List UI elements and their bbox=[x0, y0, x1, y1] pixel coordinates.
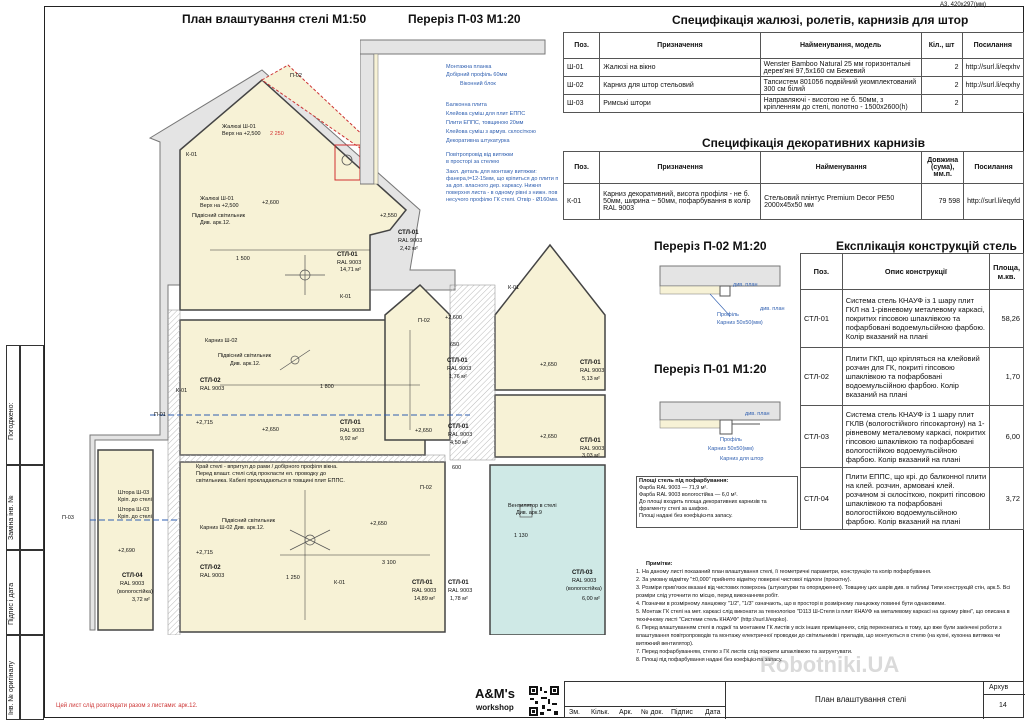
section-mark-p02-a: П-02 bbox=[290, 73, 302, 79]
stamp-sheet-number: 14 bbox=[999, 702, 1007, 709]
table-cell: Карниз декоративний, висота профіля - не б. 50мм, ширина ~ 50мм, пофарбування в колір RAL 9003 bbox=[600, 184, 761, 220]
paint-area-line: Фарба RAL 9003 вологостійка — 6,0 м². bbox=[639, 492, 738, 498]
stl01-g-label: СТЛ-01 bbox=[580, 438, 601, 444]
stamp-col: Арк. bbox=[619, 709, 633, 716]
stl01-c-ral: RAL 9003 bbox=[340, 428, 365, 434]
height-2650-b: +2,650 bbox=[415, 428, 432, 434]
p01-label-curtain: Карниз для штор bbox=[720, 456, 764, 462]
stl02-b-label: СТЛ-02 bbox=[200, 565, 221, 571]
p03-label-3: Віконний блок bbox=[460, 81, 496, 87]
dim-3100: 3 100 bbox=[382, 560, 396, 566]
table-cell: Жалюзі на вікно bbox=[600, 59, 760, 77]
table-cell: Система стель КНАУФ із 1 шару плит ГКЛВ (вологостійкого гіпсокартону) на 1-рівневому металевому каркасі, покритих гіпсовою шпаклівкою та пофарбовані вологостійкою водоемульсійною фарбою. Колір вказаний на плані bbox=[842, 406, 989, 468]
mount-note-3: за доп. власного дер. каркасу. Нижня bbox=[446, 183, 542, 189]
table-cell: Направляючі - висотою не б. 50мм, з кріпленням до стелі, полотно - 1500х2600(h) bbox=[760, 95, 921, 113]
edge-note-3: світильника. Кабелі прокладаються в товщині плит ЕППС. bbox=[196, 478, 345, 484]
paint-area-line: Фарба RAL 9003 — 71,9 м². bbox=[639, 485, 708, 491]
blind-height-1: Верх на +2,500 bbox=[222, 131, 261, 137]
note-item: 2. За умовну відмітку "±0,000" прийнято відмітку поверхні чистової підлоги (проєктну). bbox=[636, 577, 852, 583]
table-cell: Система стель КНАУФ із 1 шару плит ГКЛ на 1-рівневому металевому каркасі, покритих гіпсовою шпаклівкою та пофарбовані водоемульсійною фарбою. Колір вказаний на плані bbox=[842, 290, 989, 348]
section-p03-drawing bbox=[360, 30, 560, 190]
stl04-area: 3,72 м² bbox=[132, 597, 150, 603]
stl01-a-area: 14,71 м² bbox=[340, 267, 361, 273]
table-cell: 2 bbox=[921, 59, 962, 77]
fan-label: Вентилятор в стелі bbox=[508, 503, 557, 509]
paint-area-line: Площі надані без коефіцієнта запасу. bbox=[639, 513, 733, 519]
table-cell: Ш-01 bbox=[564, 59, 600, 77]
company-logo-sub: workshop bbox=[476, 703, 514, 712]
stamp-col: Дата bbox=[705, 709, 721, 716]
footnote: Цей лист слід розглядати разом з листами: арк.12. bbox=[56, 703, 198, 709]
note-item: 7. Перед пофарбуванням, стелю з ГК листів слід покрити шпаклівкою та загрунтувати. bbox=[636, 649, 853, 655]
spec-blinds-header: Найменування, модель bbox=[760, 33, 921, 59]
spec-cornices-header: Поз. bbox=[564, 152, 600, 184]
stl01-c-label: СТЛ-01 bbox=[340, 420, 361, 426]
height-2650-c: +2,650 bbox=[540, 362, 557, 368]
stl02-a-ral: RAL 9003 bbox=[200, 386, 225, 392]
notes-title: Примітки: bbox=[646, 561, 673, 567]
lamp-ref-1: Див. арк.12. bbox=[200, 220, 231, 226]
sidebar-approved-label: Погоджено: bbox=[8, 402, 15, 440]
sheet-format: А3, 420х297(мм) bbox=[940, 2, 986, 8]
p01-label-plan: див. план bbox=[745, 411, 770, 417]
stl01-i-ral: RAL 9003 bbox=[448, 588, 473, 594]
stamp-col: № док. bbox=[641, 709, 664, 716]
stl01-g-area: 3,03 м² bbox=[582, 453, 600, 459]
stl01-f-ral: RAL 9003 bbox=[448, 432, 473, 438]
k01-label-1: К-01 bbox=[186, 152, 198, 158]
k01-label-3: К-01 bbox=[176, 388, 188, 394]
spec-cornices-title: Специфікація декоративних карнизів bbox=[702, 136, 925, 150]
lamp-label-2: Підвісний світильник bbox=[218, 353, 272, 359]
stl03-note: (вологостійка) bbox=[566, 586, 602, 592]
table-cell: Плити ГКП, що кріпляться на клейовий розчин для ГК, покриті гіпсовою шпаклівкою та пофарбовані водоемульсійною фарбою. Колір вказаний на плані bbox=[842, 348, 989, 406]
spec-cornices-header: Призначення bbox=[600, 152, 761, 184]
stl02-a-label: СТЛ-02 bbox=[200, 378, 221, 384]
stamp-col: Кільк. bbox=[591, 709, 610, 716]
spec-cornices-header: Посилання bbox=[964, 152, 1024, 184]
section-mark-p03: П-03 bbox=[62, 515, 74, 521]
stl01-d-area: 1,76 м² bbox=[449, 374, 467, 380]
paint-area-line: фрагменту стелі за шафою. bbox=[639, 506, 709, 512]
table-cell: 2 bbox=[921, 77, 962, 95]
dim-2250: 2 250 bbox=[270, 131, 284, 137]
link-cell[interactable]: http://surl.li/eqyfd bbox=[964, 184, 1024, 220]
stl02-b-ral: RAL 9003 bbox=[200, 573, 225, 579]
note-item: 5. Монтаж ГК стелі на мет. каркасі слід виконати за технологією "D113 Ш-Стеля із плит КНАУФ на металевому каркасі на одному рівні", що описана в технічному листі "Системи стель КНАУФ" (http://surl.li/eqoko). bbox=[636, 609, 1010, 623]
stl01-c-area: 9,92 м² bbox=[340, 436, 358, 442]
spec-blinds-header: Посилання bbox=[962, 33, 1023, 59]
p03-label-5: Клейова суміш для плит ЕППС bbox=[446, 111, 526, 117]
cornice-w02-b: Карниз Ш-02 bbox=[200, 525, 233, 531]
table-cell: 1,70 bbox=[990, 348, 1024, 406]
table-cell: Карниз для штор стельовий bbox=[600, 77, 760, 95]
p03-label-8: Декоративна штукатурка bbox=[446, 138, 510, 144]
section-p01-title: Переріз П-01 М1:20 bbox=[654, 362, 767, 376]
stl01-f-label: СТЛ-01 bbox=[448, 424, 469, 430]
k01-label-2: К-01 bbox=[340, 294, 352, 300]
spec-blinds-table bbox=[563, 32, 1024, 113]
table-cell: Плити ЕППС, що крі. до балконної плити на клей. розчин, армовані клей. розчином зі склосіткою, покриті гіпсовою шпаклівкою та пофарбовані вологостійкою водоемульсійною фарбою. Колір вказаний на плані bbox=[842, 468, 989, 530]
fan-ref: Див. арк.9 bbox=[516, 510, 542, 516]
note-item: 1. На даному листі показаний план влаштування стелі, її геометричні параметри, конструкцію та колір пофарбування. bbox=[636, 569, 932, 575]
stl01-e-ral: RAL 9003 bbox=[580, 368, 605, 374]
table-cell: Ш-03 bbox=[564, 95, 600, 113]
stamp-divider bbox=[725, 682, 726, 719]
sidebar-original-label: Інв. № оригіналу bbox=[8, 660, 15, 715]
dim-600: 600 bbox=[452, 465, 462, 471]
sidebar-cell bbox=[20, 345, 44, 465]
note-item: 3. Розміри прив'язок вказані від чистових поверхонь (штукатурки та опорядження). Товщину цих шарів див. в таблиці Типи конструкцій стін, арк.5. Всі розміри слід уточнити по місцю, перед виконанням робіт. bbox=[636, 585, 1011, 599]
room-hall bbox=[385, 285, 450, 440]
stl03-area: 6,00 м² bbox=[582, 596, 600, 602]
paint-area-line: До площі входить площа декоративних карнизів та bbox=[639, 499, 767, 505]
stl01-f-area: 4,50 м² bbox=[450, 440, 468, 446]
mount-note-1: Закл. деталь для монтажу витяжки: bbox=[446, 169, 537, 175]
stamp-sheet-title: План влаштування стелі bbox=[815, 695, 907, 704]
stl04-note: (вологостійка) bbox=[117, 589, 153, 595]
spec-blinds-header: Поз. bbox=[564, 33, 600, 59]
watermark: Robotniki.UA bbox=[760, 652, 900, 677]
stl01-h-ral: RAL 9003 bbox=[412, 588, 437, 594]
sidebar-replace-label: Заміна інв. № bbox=[8, 495, 15, 540]
table-cell: 58,26 bbox=[990, 290, 1024, 348]
link-cell[interactable]: http://surl.li/eqxhv bbox=[962, 59, 1023, 77]
roman-label-1: Штора Ш-03 bbox=[118, 490, 150, 496]
stl01-b-label: СТЛ-01 bbox=[398, 230, 419, 236]
edge-note-2: Перед влашт. стелі слід прокласти ел. проводку до bbox=[196, 471, 327, 477]
section-p02-title: Переріз П-02 М1:20 bbox=[654, 239, 767, 253]
note-item: 6. Перед влаштуванням стелі в лоджії та монтажем ГК листів у всіх інших приміщеннях, слід переконатись в тому, що вже були закінчені роботи з влаштування повітропроводів та монтажу електричної проводки до світильників і приладів, що монтуються в стелю (на кухні, кухонна витяжка чи витяжний вентилятор). bbox=[636, 625, 1002, 647]
stl01-a-ral: RAL 9003 bbox=[337, 260, 362, 266]
paint-area-box bbox=[636, 476, 798, 528]
sidebar-cell bbox=[20, 465, 44, 550]
stamp-divider bbox=[983, 694, 1025, 695]
cornice-w02-a: Карниз Ш-02 bbox=[205, 338, 238, 344]
k01-label-4: К-01 bbox=[334, 580, 346, 586]
dim-1130: 1 130 bbox=[514, 533, 528, 539]
p03-label-2: Добірний профіль 60мм bbox=[446, 72, 508, 78]
stl04-label: СТЛ-04 bbox=[122, 573, 143, 579]
explication-title: Експлікація конструкцій стель bbox=[836, 239, 1017, 253]
p02-label-cornice: Карниз 50х50(мм) bbox=[717, 320, 763, 326]
p02-label-profile: Профіль bbox=[717, 312, 739, 318]
table-cell: К-01 bbox=[564, 184, 600, 220]
height-2550: +2,550 bbox=[380, 213, 397, 219]
blind-label-2: Жалюзі Ш-01 bbox=[200, 196, 234, 202]
sidebar-cell bbox=[20, 635, 44, 720]
title-stamp bbox=[564, 681, 1024, 718]
lamp-ref-3: Див. арк.12. bbox=[234, 525, 265, 531]
table-cell: СТЛ-03 bbox=[801, 406, 843, 468]
table-cell: 3,72 bbox=[990, 468, 1024, 530]
table-cell: СТЛ-01 bbox=[801, 290, 843, 348]
stl01-e-area: 5,13 м² bbox=[582, 376, 600, 382]
height-2650-e: +2,650 bbox=[370, 521, 387, 527]
spec-cornices-header: Найменування bbox=[761, 152, 922, 184]
explication-header: Поз. bbox=[801, 254, 843, 290]
stl01-i-label: СТЛ-01 bbox=[448, 580, 469, 586]
stl03-ral: RAL 9003 bbox=[572, 578, 597, 584]
height-2600-a: +2,600 bbox=[262, 200, 279, 206]
p03-label-7: Клейова суміш з армув. склосіткою bbox=[446, 129, 536, 135]
stamp-divider bbox=[983, 682, 984, 719]
table-cell: 2 bbox=[921, 95, 962, 113]
sidebar-signature-label: Підпис і дата bbox=[8, 582, 15, 625]
section-mark-p02-c: П-02 bbox=[420, 485, 432, 491]
p03-label-6: Плити ЕППС, товщиною 20мм bbox=[446, 120, 524, 126]
duct-note-2: в просторі за стелею bbox=[446, 159, 500, 165]
sidebar-cell bbox=[20, 550, 44, 635]
spec-cornices-table bbox=[563, 151, 1024, 220]
explication-table bbox=[800, 253, 1024, 530]
table-cell: 6,00 bbox=[990, 406, 1024, 468]
k01-label-5: К-01 bbox=[508, 285, 520, 291]
explication-header: Опис конструкції bbox=[842, 254, 989, 290]
stl01-g-ral: RAL 9003 bbox=[580, 446, 605, 452]
section-mark-p02-b: П-02 bbox=[418, 318, 430, 324]
table-cell bbox=[962, 95, 1023, 113]
stl01-i-area: 1,78 м² bbox=[450, 596, 468, 602]
mount-note-2: фанера,t=12-15мм, що кріпиться до плити п bbox=[446, 176, 559, 182]
qr-code-icon bbox=[528, 685, 560, 717]
height-2715-b: +2,715 bbox=[196, 550, 213, 556]
mount-note-4: поверхня листа - в одному рівні з нижн. пов bbox=[446, 190, 558, 196]
section-p02-drawing bbox=[650, 256, 790, 346]
stl01-a-label: СТЛ-01 bbox=[337, 252, 358, 258]
stl01-d-ral: RAL 9003 bbox=[447, 366, 472, 372]
note-item: 8. Площі під пофарбування надані без коефіцієнта запасу. bbox=[636, 657, 783, 663]
p02-label-plan-a: див. план bbox=[733, 282, 758, 288]
spec-blinds-header: Кіл., шт bbox=[921, 33, 962, 59]
approval-sidebar bbox=[0, 345, 44, 720]
table-cell: СТЛ-04 bbox=[801, 468, 843, 530]
p03-label-1: Монтажна планка bbox=[446, 64, 492, 70]
roman-label-2: Штора Ш-03 bbox=[118, 507, 150, 513]
link-cell[interactable]: http://surl.li/eqxhy bbox=[962, 77, 1023, 95]
lamp-label-1: Підвісний світильник bbox=[192, 213, 246, 219]
stl04-ral: RAL 9003 bbox=[120, 581, 145, 587]
lamp-label-3: Підвісний світильник bbox=[222, 518, 276, 524]
stamp-col: Зм. bbox=[569, 709, 580, 716]
stl01-h-area: 14,89 м² bbox=[414, 596, 435, 602]
p01-label-profile: Профіль bbox=[720, 437, 742, 443]
spec-blinds-header: Призначення bbox=[600, 33, 760, 59]
roman-note-2: Кріп. до стелі bbox=[118, 514, 152, 520]
spec-cornices-header: Довжина (сума), мм.п. bbox=[922, 152, 964, 184]
room-bathroom bbox=[490, 465, 605, 635]
edge-note-1: Край стелі - впритул до рами / добірного профіля вікна. bbox=[196, 464, 338, 470]
table-cell: 79 598 bbox=[922, 184, 964, 220]
table-cell: Римські штори bbox=[600, 95, 760, 113]
stl01-h-label: СТЛ-01 bbox=[412, 580, 433, 586]
height-2650-d: +2,650 bbox=[540, 434, 557, 440]
dim-650: 650 bbox=[450, 342, 460, 348]
stl03-label: СТЛ-03 bbox=[572, 570, 593, 576]
p01-label-cornice: Карниз 50х50(мм) bbox=[708, 446, 754, 452]
table-cell: Ш-02 bbox=[564, 77, 600, 95]
height-2650-a: +2,650 bbox=[262, 427, 279, 433]
plan-title: План влаштування стелі М1:50 bbox=[182, 12, 367, 26]
note-item: 4. Позначки в розмірному ланцюжку "1/2", "1/3" означають, що в просторі в розмірному ланцюжку повинні бути однаковими. bbox=[636, 601, 946, 607]
stl01-b-ral: RAL 9003 bbox=[398, 238, 423, 244]
company-logo: A&M's bbox=[475, 686, 515, 701]
room-loggia bbox=[98, 450, 153, 630]
p02-label-plan-b: див. план bbox=[760, 306, 785, 312]
blind-label-1: Жалюзі Ш-01 bbox=[222, 124, 256, 130]
height-2600-b: +2,600 bbox=[445, 315, 462, 321]
height-2715-a: +2,715 bbox=[196, 420, 213, 426]
roman-note-1: Кріп. до стелі bbox=[118, 497, 152, 503]
section-p03-title: Переріз П-03 М1:20 bbox=[408, 12, 521, 26]
spec-blinds-title: Специфікація жалюзі, ролетів, карнизів для штор bbox=[672, 13, 969, 27]
blind-height-2: Верх на +2,500 bbox=[200, 203, 239, 209]
explication-header: Площа, м.кв. bbox=[990, 254, 1024, 290]
section-mark-p01-a: П-01 bbox=[154, 412, 166, 418]
table-cell: Стельовий плінтус Premium Decor PE50 2000х45х50 мм bbox=[761, 184, 922, 220]
mount-note-5: несучого профілю ГК стелі. Отвір - Ø160мм. bbox=[446, 197, 559, 203]
lamp-ref-2: Див. арк.12. bbox=[230, 361, 261, 367]
notes-block bbox=[636, 560, 1024, 664]
table-cell: СТЛ-02 bbox=[801, 348, 843, 406]
stamp-divider bbox=[565, 706, 725, 707]
stl01-d-label: СТЛ-01 bbox=[447, 358, 468, 364]
height-2690: +2,690 bbox=[118, 548, 135, 554]
duct-note-1: Повітропровід від витяжки bbox=[446, 152, 514, 158]
stl01-b-area: 2,42 м² bbox=[400, 246, 418, 252]
dim-1500: 1 500 bbox=[236, 256, 250, 262]
room-bedroom-2 bbox=[180, 462, 445, 632]
stamp-col: Підпис bbox=[671, 709, 693, 716]
paint-area-title: Площі стель під пофарбування: bbox=[639, 478, 729, 484]
stl01-e-label: СТЛ-01 bbox=[580, 360, 601, 366]
stamp-stage: Архув bbox=[989, 684, 1009, 691]
dim-1800: 1 800 bbox=[320, 384, 334, 390]
table-cell: Тапсистем 801056 подвійний укомплектований 300 см білий bbox=[760, 77, 921, 95]
table-cell: Wenster Bamboo Natural 25 мм горизонтальні дерев'яні 97,5х160 см Бежевий bbox=[760, 59, 921, 77]
dim-1250: 1 250 bbox=[286, 575, 300, 581]
p03-label-4: Балконна плита bbox=[446, 102, 487, 108]
